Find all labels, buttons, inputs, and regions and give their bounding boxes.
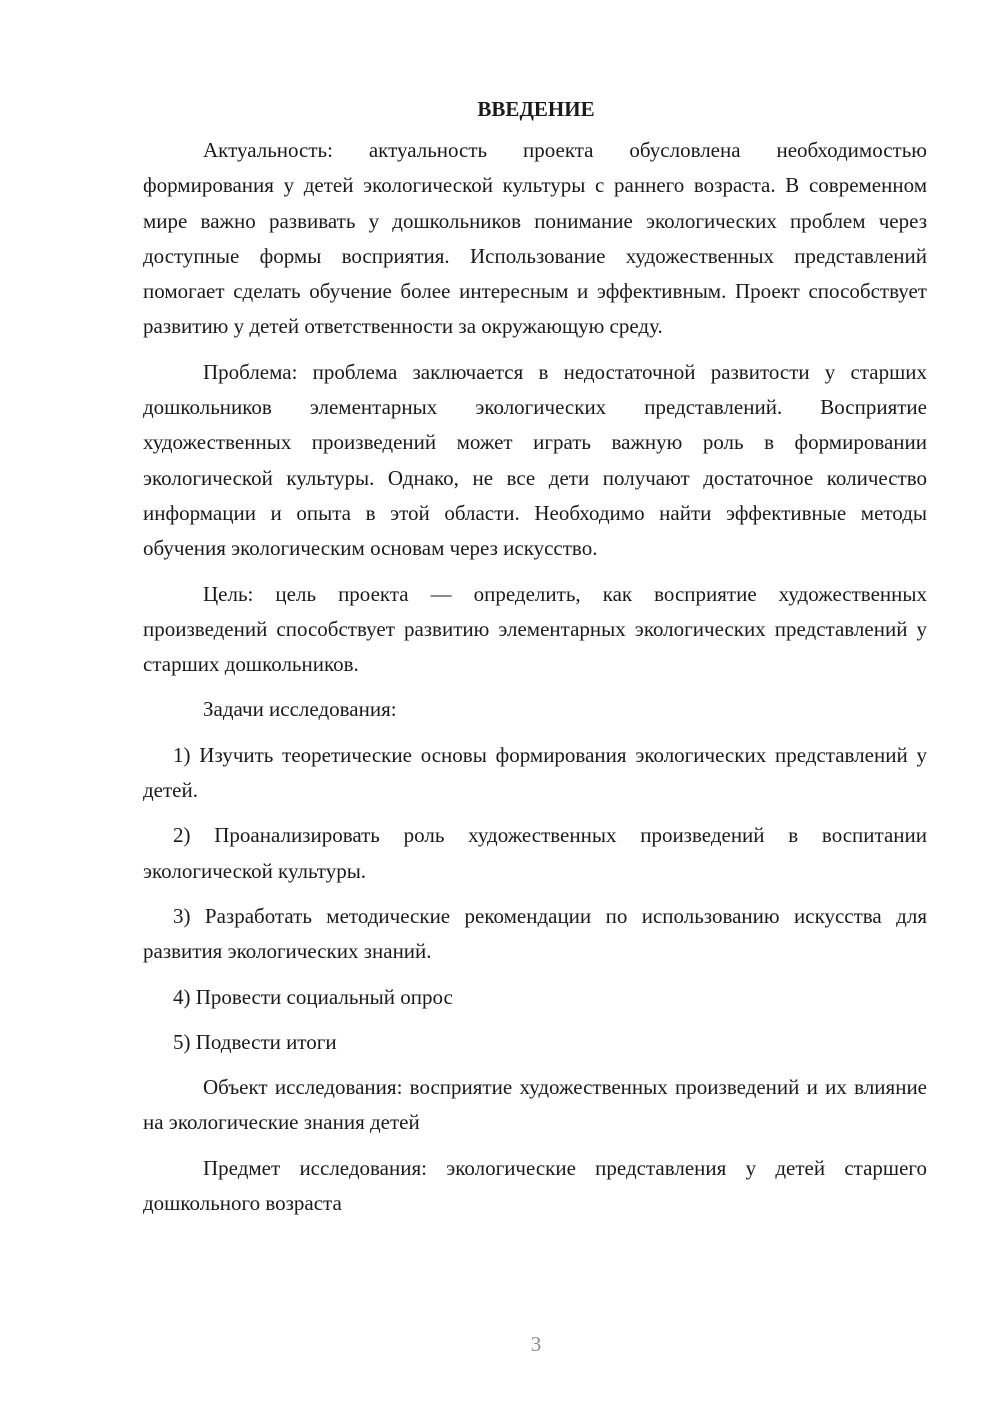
list-item: 1) Изучить теоретические основы формирования экологических представлений у детей. [143, 742, 927, 803]
page-number: 3 [530, 1332, 542, 1356]
tasks-heading: Задачи исследования: [203, 697, 397, 722]
paragraph-goal: Цель: цель проекта — определить, как восприятие художественных произведений способствует развитию элементарных экологических представлений у старших дошкольников. [143, 581, 927, 677]
list-item: 5) Подвести итоги [173, 1029, 337, 1054]
list-item: 3) Разработать методические рекомендации по использованию искусства для развития экологических знаний. [143, 903, 927, 964]
paragraph-relevance: Актуальность: актуальность проекта обусловлена необходимостью формирования у детей экологической культуры с раннего возраста. В современном мире важно развивать у дошкольников понимание экологических проблем через доступные формы восприятия. Использование художественных представлений помогает сделать обучение более интересным и эффективным. Проект способствует развитию у детей ответственности за окружающую среду. [143, 138, 927, 339]
paragraph-problem: Проблема: проблема заключается в недостаточной развитости у старших дошкольников элементарных экологических представлений. Восприятие художественных произведений может играть важную роль в формировании экологической культуры. Однако, не все дети получают достаточное количество информации и опыта в этой области. Необходимо найти эффективные методы обучения экологическим основам через искусство. [143, 359, 927, 561]
page-title: ВВЕДЕНИЕ [477, 97, 595, 121]
document-page [143, 92, 927, 1221]
paragraph-object: Объект исследования: восприятие художественных произведений и их влияние на экологические знания детей [143, 1075, 927, 1135]
list-item: 4) Провести социальный опрос [173, 984, 453, 1009]
tasks-list [143, 738, 927, 1060]
paragraph-subject: Предмет исследования: экологические представления у детей старшего дошкольного возраста [143, 1155, 927, 1216]
list-item: 2) Проанализировать роль художественных произведений в воспитании экологической культуры. [143, 823, 927, 883]
